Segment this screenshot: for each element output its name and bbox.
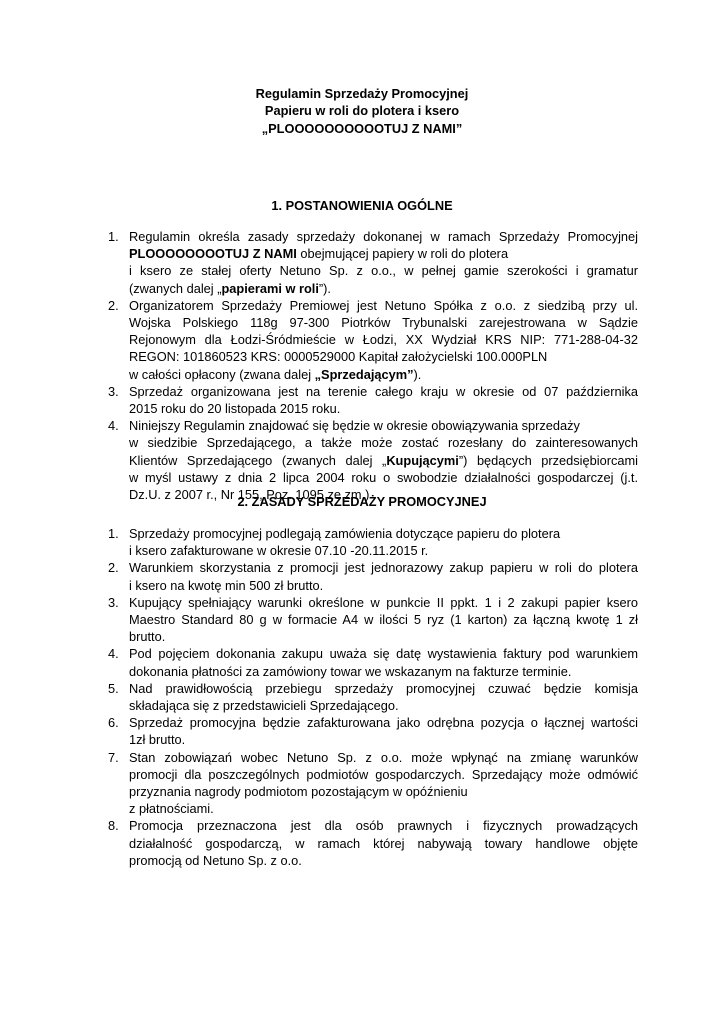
list-number: 7. <box>108 749 119 765</box>
text-line: i ksero ze stałej oferty Netuno Sp. z o.o., w pełnej gamie szerokości i gramatur <box>129 263 638 279</box>
section-2-heading: 2. ZASADY SPRZEDAŻY PROMOCYJNEJ <box>237 494 487 509</box>
list-item <box>108 714 638 748</box>
text-line: Regulamin określa zasady sprzedaży dokonanej w ramach Sprzedaży Promocyjnej <box>129 229 638 244</box>
list-item <box>108 383 638 417</box>
text-span: w całości opłacony (zwana dalej <box>129 366 315 382</box>
list-item <box>108 817 638 869</box>
list-number: 6. <box>108 715 119 731</box>
list-number: 3. <box>108 383 119 399</box>
list-number: 4. <box>108 646 119 662</box>
text-line: z płatnościami. <box>129 801 214 817</box>
list-number: 2. <box>108 297 119 313</box>
list-item <box>108 749 638 818</box>
list-number: 1. <box>108 526 119 541</box>
text-span: (zwanych dalej „ <box>129 280 222 296</box>
promo-name: PLOOOOOOOOTUJ Z NAMI <box>129 246 297 262</box>
list-item <box>108 417 638 503</box>
text-line: w myśl ustawy z dnia 2 lipca 2004 roku o swobodzie działalności gospodarczej (j.t. <box>129 469 638 485</box>
text-line: Promocja przeznaczona jest dla osób prawnych i fizycznych prowadzących <box>129 818 638 834</box>
defined-term: Kupującymi <box>386 452 459 468</box>
list-number: 8. <box>108 818 119 834</box>
text-line: promocją od Netuno Sp. z o.o. <box>129 852 302 868</box>
text-line: Nad prawidłowością przebiegu sprzedaży promocyjnej czuwać będzie komisja <box>129 680 638 696</box>
list-item <box>108 559 638 593</box>
text-line: Maestro Standard 80 g w formacie A4 w ilości 5 ryz (1 karton) za łączną kwotę 1 zł <box>129 612 638 628</box>
text-span: ). <box>413 366 422 382</box>
list-item <box>108 228 638 297</box>
text-line <box>129 452 638 469</box>
document-title <box>0 85 724 137</box>
defined-term: papierami w roli <box>221 280 319 296</box>
title-line-1: Regulamin Sprzedaży Promocyjnej <box>255 86 469 101</box>
text-span: Klientów Sprzedającego (zwanych dalej „ <box>129 452 387 468</box>
list-item <box>108 297 638 383</box>
list-number: 1. <box>108 229 119 244</box>
list-item <box>108 525 638 559</box>
text-line <box>129 280 638 297</box>
list-number: 5. <box>108 680 119 696</box>
title-line-3: „PLOOOOOOOOOOTUJ Z NAMI” <box>261 120 463 136</box>
text-line: 1zł brutto. <box>129 732 186 748</box>
section-1-list <box>108 228 638 503</box>
text-line: i ksero na kwotę min 500 zł brutto. <box>129 577 324 593</box>
section-2-list <box>108 525 638 869</box>
text-line: Sprzedaż organizowana jest na terenie całego kraju w okresie od 07 października <box>129 383 638 399</box>
text-line: REGON: 101860523 KRS: 0000529000 Kapitał założycielski 100.000PLN <box>129 349 548 365</box>
text-line: Niniejszy Regulamin znajdować się będzie w okresie obowiązywania sprzedaży <box>129 418 580 434</box>
text-line: działalność gospodarczą, w ramach której nabywają towary handlowe objęte <box>129 835 638 851</box>
title-line-2: Papieru w roli do plotera i ksero <box>264 103 460 119</box>
text-span: obejmującej papiery w roli do plotera <box>296 246 509 262</box>
text-line: przyznania nagrody podmiotom pozostającym w opóźnieniu <box>129 784 468 800</box>
text-span: ”) będących przedsiębiorcami <box>458 452 638 468</box>
text-line: brutto. <box>129 629 166 645</box>
text-line: i ksero zafakturowane w okresie 07.10 -20.11.2015 r. <box>129 543 429 559</box>
defined-term: „Sprzedającym” <box>314 366 414 382</box>
text-line: Stan zobowiązań wobec Netuno Sp. z o.o. może wpłynąć na zmianę warunków <box>129 749 638 765</box>
text-line: składająca się z przedstawicieli Sprzedającego. <box>129 698 399 714</box>
text-line: Wojska Polskiego 118g 97-300 Piotrków Trybunalski zarejestrowana w Sądzie <box>129 315 638 331</box>
text-line: dokonania płatności za zamówiony towar we wskazanym na fakturze terminie. <box>129 663 572 679</box>
text-line: Organizatorem Sprzedaży Premiowej jest Netuno Spółka z o.o. z siedzibą przy ul. <box>129 297 638 313</box>
text-line: Sprzedaż promocyjna będzie zafakturowana jako odrębna pozycja o łącznej wartości <box>129 715 638 731</box>
text-line: w siedzibie Sprzedającego, a także może zostać rozesłany do zainteresowanych <box>129 435 638 451</box>
text-line: Sprzedaży promocyjnej podlegają zamówienia dotyczące papieru do plotera <box>129 526 561 541</box>
text-line <box>129 245 638 262</box>
list-item <box>108 594 638 646</box>
text-line: Dz.U. z 2007 r., Nr 155, Poz. 1095 ze zm.) <box>129 487 370 503</box>
text-line: Warunkiem skorzystania z promocji jest jednorazowy zakup papieru w roli do plotera <box>129 560 638 576</box>
text-span: ”). <box>318 280 331 296</box>
text-line <box>129 366 638 383</box>
list-number: 4. <box>108 418 119 434</box>
section-1-heading: 1. POSTANOWIENIA OGÓLNE <box>271 198 453 213</box>
list-item <box>108 680 638 714</box>
text-line: 2015 roku do 20 listopada 2015 roku. <box>129 401 341 417</box>
text-line: Kupujący spełniający warunki określone w punkcie II ppkt. 1 i 2 zakupi papier ksero <box>129 594 638 610</box>
list-number: 2. <box>108 560 119 576</box>
text-line: Rejonowym dla Łodzi-Śródmieście w Łodzi, XX Wydział KRS NIP: 771-288-04-32 <box>129 332 638 348</box>
list-number: 3. <box>108 594 119 610</box>
list-item <box>108 645 638 679</box>
text-line: Pod pojęciem dokonania zakupu uważa się datę wystawienia faktury pod warunkiem <box>129 646 638 662</box>
text-line: promocji dla poszczególnych podmiotów gospodarczych. Sprzedający może odmówić <box>129 766 638 782</box>
